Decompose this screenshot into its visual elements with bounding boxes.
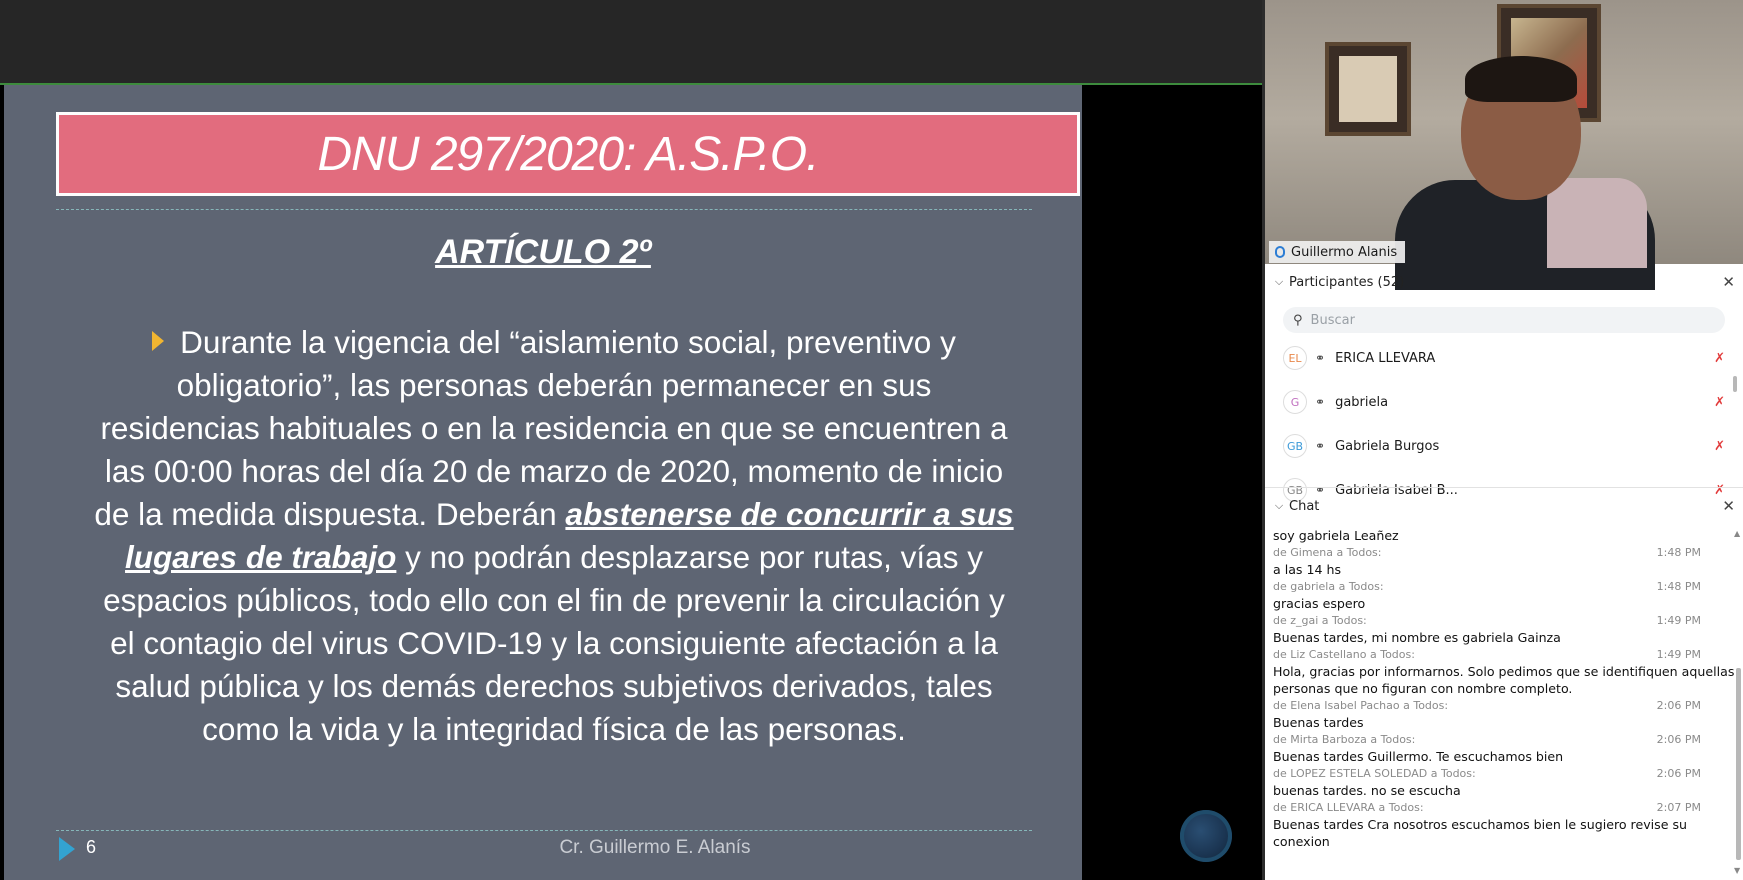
presentation-slide (4, 85, 1082, 880)
list-item[interactable] (1265, 336, 1725, 380)
participant-name: Gabriela Isabel B... (1335, 482, 1458, 498)
avatar: GB (1283, 434, 1307, 458)
body-text-emphasis: abstenerse de concurrir a sus lugares de trabajo (125, 496, 1014, 575)
muted-mic-icon[interactable]: ✗ (1714, 394, 1725, 410)
chat-message-meta (1265, 799, 1735, 816)
audio-icon (1275, 246, 1285, 258)
participant-name: ERICA LLEVARA (1335, 350, 1436, 366)
chat-time: 2:07 PM (1656, 801, 1701, 814)
participants-title: Participantes (52) (1289, 274, 1405, 290)
speaker-name-tag (1269, 241, 1405, 263)
chat-message-text: Hola, gracias por informarnos. Solo pedimos que se identifiquen aquellas personas que no figuran con nombre completo. (1273, 664, 1735, 696)
chat-time: 1:49 PM (1656, 614, 1701, 627)
speaker-shirt (1547, 178, 1647, 268)
scroll-up-icon[interactable]: ▲ (1734, 529, 1741, 538)
chat-message-meta (1265, 646, 1735, 663)
chat-message-meta (1265, 765, 1735, 782)
chat-message-text: Buenas tardes (1273, 715, 1364, 730)
chat-sender: de LOPEZ ESTELA SOLEDAD a Todos: (1273, 767, 1476, 780)
speaker-name: Guillermo Alanis (1291, 244, 1398, 260)
chat-message-meta (1265, 544, 1735, 561)
participant-name: gabriela (1335, 394, 1389, 410)
participant-search[interactable] (1283, 307, 1725, 333)
chevron-down-icon[interactable]: ⌵ (1274, 499, 1284, 512)
muted-mic-icon[interactable]: ✗ (1714, 438, 1725, 454)
audio-icon: ⚭ (1315, 351, 1326, 365)
wall-picture-left (1325, 42, 1411, 136)
chat-sender: de z_gai a Todos: (1273, 614, 1367, 627)
chat-message-text: Buenas tardes Guillermo. Te escuchamos bien (1273, 749, 1564, 764)
participants-header[interactable] (1265, 267, 1743, 297)
slide-article-heading (4, 233, 1082, 272)
chevron-down-icon[interactable]: ⌵ (1274, 275, 1284, 288)
speaker-hair (1465, 56, 1577, 102)
slide-page-number: 6 (86, 837, 97, 857)
chat-time: 2:06 PM (1656, 767, 1701, 780)
chat-message-meta (1265, 731, 1735, 748)
chat-message-text: buenas tardes. no se escucha (1273, 783, 1461, 798)
chat-sender: de Liz Castellano a Todos: (1273, 648, 1415, 661)
chat-time: 1:49 PM (1656, 648, 1701, 661)
chat-message-text: a las 14 hs (1273, 562, 1342, 577)
scroll-down-icon[interactable]: ▼ (1734, 866, 1741, 875)
chat-time: 1:48 PM (1656, 580, 1701, 593)
chat-scrollbar[interactable] (1736, 668, 1741, 860)
chat-time: 2:06 PM (1656, 699, 1701, 712)
screen-share-view (0, 85, 1262, 880)
search-input[interactable]: Buscar (1310, 312, 1355, 328)
body-text-start: Durante la vigencia del “aislamiento social, preventivo y obligatorio”, las personas deberán permanecer en sus residencias habituales o en la residencia en que se encuentren a las 00:00 horas del día 20 de marzo de 2020, momento de inicio de la medida dispuesta. Deberán (94, 324, 1008, 532)
audio-icon: ⚭ (1315, 483, 1326, 497)
chat-sender: de ERICA LLEVARA a Todos: (1273, 801, 1424, 814)
participants-scrollbar[interactable] (1733, 376, 1737, 392)
article-label: ARTÍCULO 2º (435, 233, 651, 271)
participant-name: Gabriela Burgos (1335, 438, 1440, 454)
audio-icon: ⚭ (1315, 395, 1326, 409)
participant-list (1265, 336, 1743, 498)
close-chat-icon[interactable]: ✕ (1722, 497, 1735, 515)
chat-message-text: gracias espero (1273, 596, 1366, 611)
audio-icon: ⚭ (1315, 439, 1326, 453)
slide-footer-divider (56, 830, 1032, 831)
chat-sender: de Gimena a Todos: (1273, 546, 1382, 559)
avatar: G (1283, 390, 1307, 414)
body-text-end: y no podrán desplazarse por rutas, vías y espacios públicos, todo ello con el fin de prevenir la circulación y el contagio del virus COVID-19 y la consiguiente afectación a la salud pública y los demás derechos subjetivos derivados, tales como la vida y la integridad física de las personas. (103, 539, 1005, 747)
muted-mic-icon[interactable]: ✗ (1714, 482, 1725, 498)
avatar: GB (1283, 478, 1307, 502)
chat-title: Chat (1289, 498, 1320, 514)
slide-title: DNU 297/2020: A.S.P.O. (56, 112, 1080, 196)
side-panel (1262, 0, 1743, 880)
slide-body-text (94, 321, 1014, 751)
chat-sender: de gabriela a Todos: (1273, 580, 1384, 593)
chat-header[interactable] (1265, 491, 1743, 521)
list-item[interactable] (1265, 380, 1725, 424)
search-icon: ⚲ (1293, 312, 1303, 328)
bullet-arrow-icon (152, 331, 164, 351)
chat-time: 1:48 PM (1656, 546, 1701, 559)
chat-message-text: Buenas tardes Cra nosotros escuchamos bien le sugiero revise su conexion (1273, 817, 1688, 849)
muted-mic-icon[interactable]: ✗ (1714, 350, 1725, 366)
chat-messages (1265, 527, 1735, 880)
chat-message-meta (1265, 578, 1735, 595)
chat-sender: de Mirta Barboza a Todos: (1273, 733, 1416, 746)
chat-message-text: soy gabriela Leañez (1273, 528, 1399, 543)
recording-indicator-icon[interactable] (1180, 810, 1232, 862)
slide-divider (56, 209, 1032, 210)
chat-message-meta (1265, 612, 1735, 629)
chat-sender: de Elena Isabel Pachao a Todos: (1273, 699, 1449, 712)
speaker-video[interactable] (1265, 0, 1743, 264)
list-item[interactable] (1265, 424, 1725, 468)
screen-share-toolbar-area (0, 0, 1262, 85)
chat-time: 2:06 PM (1656, 733, 1701, 746)
chat-message-meta (1265, 697, 1735, 714)
slide-author: Cr. Guillermo E. Alanís (559, 837, 751, 858)
avatar: EL (1283, 346, 1307, 370)
section-divider (1265, 487, 1743, 488)
close-participants-icon[interactable]: ✕ (1722, 273, 1735, 291)
chat-message-text: Buenas tardes, mi nombre es gabriela Gainza (1273, 630, 1561, 645)
